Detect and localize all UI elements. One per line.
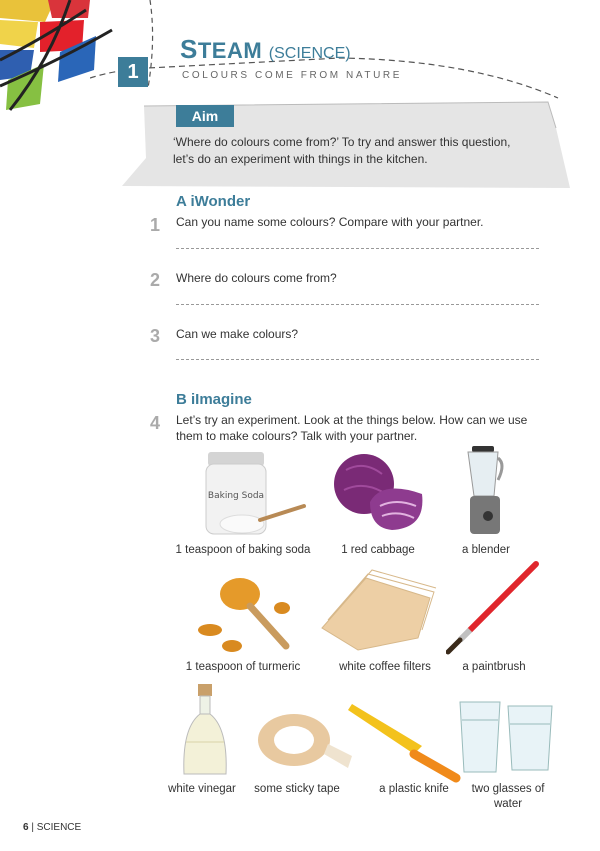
coffee-filters-image — [318, 568, 438, 652]
page-footer — [23, 822, 81, 833]
blender-image — [460, 444, 510, 540]
turmeric-image — [190, 564, 300, 656]
item-caption: 1 red cabbage — [341, 544, 415, 556]
baking-soda-image — [200, 448, 310, 540]
unit-number-badge: 1 — [118, 57, 148, 87]
question-text: Let’s try an experiment. Look at the things below. How can we use them to make colours? Talk with your partner. — [176, 413, 528, 443]
question-number: 4 — [150, 413, 161, 433]
item-caption: a paintbrush — [462, 661, 526, 673]
red-cabbage-image — [330, 450, 426, 534]
footer-label: SCIENCE — [36, 822, 82, 833]
page-subtitle: COLOURS COME FROM NATURE — [182, 70, 402, 81]
vinegar-bottle-image — [178, 682, 234, 780]
item-caption: a blender — [462, 544, 510, 556]
aim-label: Aim — [176, 105, 234, 127]
question-number: 1 — [150, 215, 161, 235]
item-caption: 1 teaspoon of turmeric — [185, 661, 301, 673]
aim-text: ‘Where do colours come from?’ To try and answer this question, let’s do an experiment with things in the kitchen. — [173, 135, 511, 166]
item-caption: 1 teaspoon of baking soda — [175, 544, 311, 556]
item-caption: two glasses of water — [471, 783, 545, 810]
plastic-knife-image — [344, 700, 462, 784]
item-caption: white vinegar — [168, 783, 236, 795]
answer-line[interactable] — [176, 248, 539, 249]
page-number: 6 — [23, 822, 29, 833]
answer-line[interactable] — [176, 304, 539, 305]
answer-line[interactable] — [176, 359, 539, 360]
section-a-title: A iWonder — [176, 193, 251, 210]
section-b-title: B iImagine — [176, 391, 252, 408]
title-paren: (SCIENCE) — [268, 45, 351, 62]
glasses-of-water-image — [456, 694, 556, 778]
question-number: 3 — [150, 326, 161, 346]
title-initial: S — [180, 34, 198, 64]
paintbrush-image — [446, 560, 542, 656]
question-number: 2 — [150, 270, 161, 290]
question-text: Where do colours come from? — [176, 271, 337, 285]
item-caption: some sticky tape — [254, 783, 340, 795]
item-caption: white coffee filters — [339, 661, 431, 673]
title-rest: TEAM — [197, 38, 263, 63]
page-title — [180, 34, 351, 65]
item-caption: a plastic knife — [379, 783, 449, 795]
jar-label: Baking Soda — [207, 491, 265, 501]
footer-separator: | — [31, 822, 34, 833]
question-text: Can we make colours? — [176, 327, 299, 341]
question-text: Can you name some colours? Compare with your partner. — [176, 215, 484, 229]
sticky-tape-image — [254, 710, 354, 776]
